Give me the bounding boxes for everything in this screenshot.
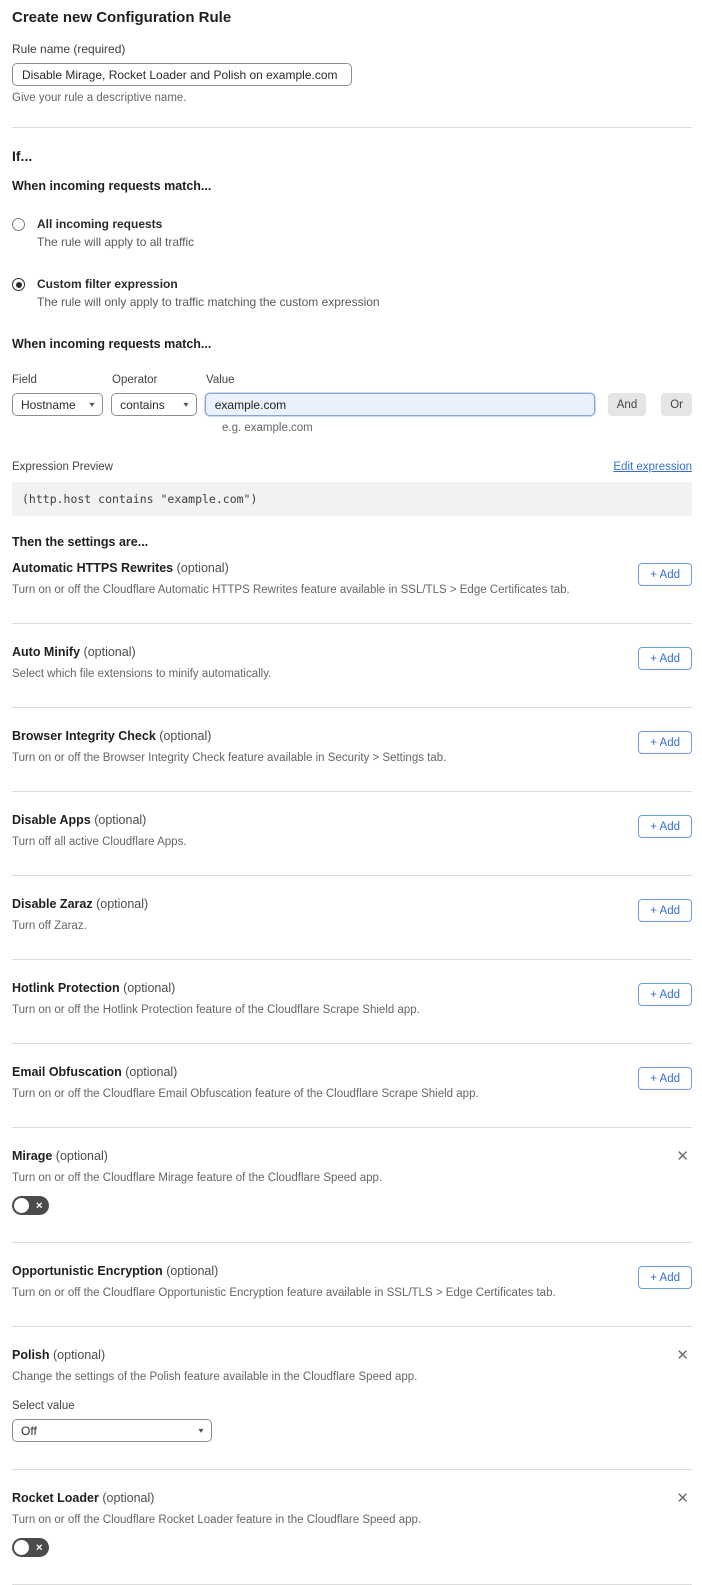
add-button[interactable]: + Add <box>638 647 692 670</box>
radio-icon-selected[interactable] <box>12 278 25 291</box>
remove-setting-icon[interactable]: ✕ <box>673 1491 692 1506</box>
setting-title: Email Obfuscation (optional) <box>12 1065 178 1079</box>
expression-builder-heading: When incoming requests match... <box>12 337 212 351</box>
rule-name-help: Give your rule a descriptive name. <box>12 92 187 104</box>
value-input[interactable] <box>205 393 595 416</box>
setting-row-browser-integrity-check <box>12 708 692 792</box>
operator-select[interactable] <box>111 393 197 416</box>
builder-controls-row <box>12 393 692 416</box>
setting-row-rocket-loader <box>12 1470 692 1585</box>
radio-all-incoming-requests[interactable] <box>12 217 692 249</box>
setting-title: Mirage (optional) <box>12 1149 108 1163</box>
setting-title: Opportunistic Encryption (optional) <box>12 1264 219 1278</box>
expression-preview-header <box>12 461 692 473</box>
field-select-value: Hostname <box>21 397 76 412</box>
chevron-down-icon: ▾ <box>89 400 95 409</box>
edit-expression-link[interactable]: Edit expression <box>613 461 692 473</box>
setting-description: Change the settings of the Polish feature available in the Cloudflare Speed app. <box>12 1371 418 1383</box>
radio-label: Custom filter expression <box>37 277 178 291</box>
setting-description: Turn on or off the Cloudflare Automatic HTTPS Rewrites feature available in SSL/TLS > Edge Certificates tab. <box>12 584 570 596</box>
setting-row-disable-apps <box>12 792 692 876</box>
field-select[interactable] <box>12 393 103 416</box>
polish-select-value: Off <box>21 1423 37 1438</box>
or-button[interactable]: Or <box>661 393 692 416</box>
setting-title: Disable Zaraz (optional) <box>12 897 149 911</box>
setting-row-auto-minify <box>12 624 692 708</box>
setting-description: Turn on or off the Cloudflare Rocket Loader feature in the Cloudflare Speed app. <box>12 1514 422 1526</box>
toggle-off-icon: ✕ <box>35 1541 43 1552</box>
page-title: Create new Configuration Rule <box>12 9 232 26</box>
remove-setting-icon[interactable]: ✕ <box>673 1149 692 1164</box>
rule-name-label: Rule name (required) <box>12 42 126 56</box>
add-button[interactable]: + Add <box>638 899 692 922</box>
setting-row-disable-zaraz <box>12 876 692 960</box>
radio-icon[interactable] <box>12 218 25 231</box>
setting-description: Turn off all active Cloudflare Apps. <box>12 836 187 848</box>
setting-description: Select which file extensions to minify automatically. <box>12 668 272 680</box>
toggle-knob <box>14 1198 29 1213</box>
setting-description: Turn on or off the Cloudflare Opportunistic Encryption feature available in SSL/TLS > Edge Certificates tab. <box>12 1287 556 1299</box>
remove-setting-icon[interactable]: ✕ <box>673 1348 692 1363</box>
setting-title: Hotlink Protection (optional) <box>12 981 176 995</box>
match-type-radio-group <box>12 217 692 309</box>
add-button[interactable]: + Add <box>638 983 692 1006</box>
toggle-knob <box>14 1540 29 1555</box>
radio-description: The rule will apply to all traffic <box>37 235 195 249</box>
section-divider <box>12 127 692 128</box>
setting-title: Auto Minify (optional) <box>12 645 136 659</box>
setting-row-hotlink-protection <box>12 960 692 1044</box>
add-button[interactable]: + Add <box>638 1266 692 1289</box>
setting-row-polish <box>12 1327 692 1470</box>
expression-builder <box>12 358 692 434</box>
setting-title: Rocket Loader (optional) <box>12 1491 155 1505</box>
chevron-down-icon: ▾ <box>183 400 189 409</box>
incoming-requests-match-heading: When incoming requests match... <box>12 179 212 193</box>
if-heading: If... <box>12 148 33 164</box>
expression-preview-code: (http.host contains "example.com") <box>12 482 692 516</box>
mirage-toggle-off[interactable] <box>12 1196 49 1215</box>
setting-description: Turn off Zaraz. <box>12 920 87 932</box>
setting-description: Turn on or off the Hotlink Protection feature of the Cloudflare Scrape Shield app. <box>12 1004 420 1016</box>
setting-title: Disable Apps (optional) <box>12 813 147 827</box>
setting-description: Turn on or off the Cloudflare Email Obfuscation feature of the Cloudflare Scrape Shield app. <box>12 1088 479 1100</box>
toggle-off-icon: ✕ <box>35 1199 43 1210</box>
builder-labels-row <box>12 358 692 393</box>
value-label: Value <box>206 374 235 386</box>
chevron-down-icon: ▾ <box>198 1426 204 1435</box>
setting-description: Turn on or off the Cloudflare Mirage feature of the Cloudflare Speed app. <box>12 1172 383 1184</box>
polish-value-select[interactable] <box>12 1419 212 1442</box>
rule-name-input[interactable] <box>12 63 352 86</box>
radio-label: All incoming requests <box>37 217 163 231</box>
setting-description: Turn on or off the Browser Integrity Check feature available in Security > Settings tab. <box>12 752 447 764</box>
add-button[interactable]: + Add <box>638 731 692 754</box>
operator-select-value: contains <box>120 397 165 412</box>
radio-custom-filter-expression[interactable] <box>12 277 692 309</box>
setting-row-automatic-https-rewrites <box>12 549 692 624</box>
add-button[interactable]: + Add <box>638 1067 692 1090</box>
value-help-text: e.g. example.com <box>222 422 313 434</box>
setting-row-opportunistic-encryption <box>12 1243 692 1327</box>
add-button[interactable]: + Add <box>638 815 692 838</box>
setting-title: Browser Integrity Check (optional) <box>12 729 212 743</box>
operator-label: Operator <box>112 374 158 386</box>
radio-description: The rule will only apply to traffic matching the custom expression <box>37 295 380 309</box>
and-button[interactable]: And <box>608 393 646 416</box>
setting-row-mirage <box>12 1128 692 1243</box>
setting-title: Automatic HTTPS Rewrites (optional) <box>12 561 229 575</box>
field-label: Field <box>12 374 37 386</box>
setting-row-email-obfuscation <box>12 1044 692 1128</box>
setting-title: Polish (optional) <box>12 1348 106 1362</box>
expression-preview-label: Expression Preview <box>12 461 113 473</box>
polish-select-label: Select value <box>12 1400 75 1412</box>
rocket-loader-toggle-off[interactable] <box>12 1538 49 1557</box>
then-settings-heading: Then the settings are... <box>12 535 149 549</box>
add-button[interactable]: + Add <box>638 563 692 586</box>
